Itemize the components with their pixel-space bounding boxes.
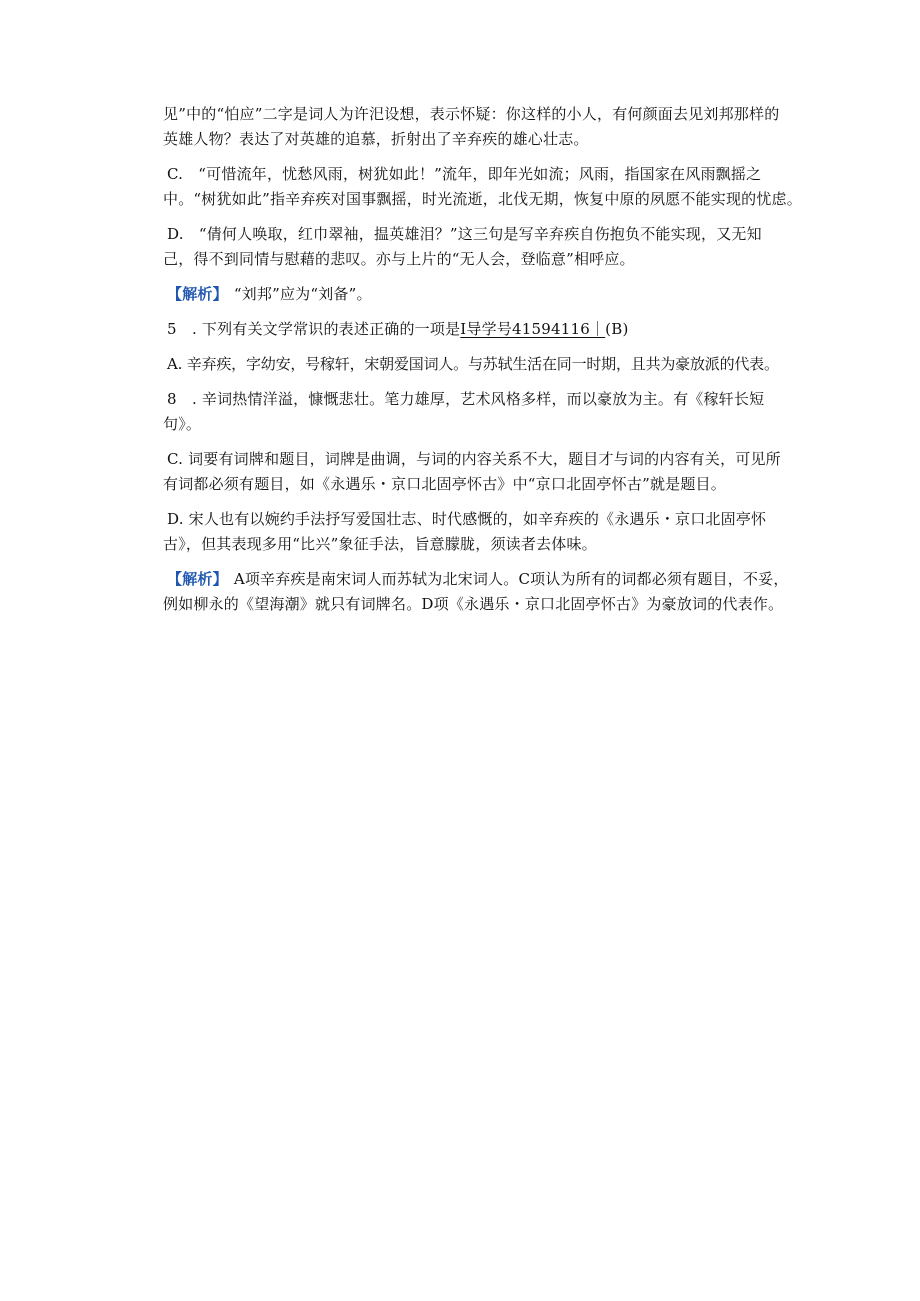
analysis-2: [163, 567, 795, 592]
option-a: A. 辛弃疾，字幼安，号稼轩，宋朝爱国词人。与苏轼生活在同一时期，且共为豪放派的代表。: [167, 355, 779, 373]
document-body: [163, 102, 802, 617]
analysis-1: [163, 282, 795, 307]
option-b-line1: 8 . 辛词热情洋溢，慷慨悲壮。笔力雄厚，艺术风格多样，而以豪放为主。有《稼轩长短: [167, 390, 765, 408]
question-5: [163, 317, 795, 342]
text-line: 英雄人物？表达了对英雄的追慕，折射出了辛弃疾的雄心壮志。: [163, 130, 589, 148]
option-b-line2: 句》。: [163, 415, 202, 433]
question-prefix: 5 . 下列有关文学常识的表述正确的一项是: [167, 320, 461, 338]
question-answer: (B): [605, 320, 629, 338]
analysis-text: “刘邦”应为“刘备”。: [233, 285, 372, 303]
analysis-text: A项辛弃疾是南宋词人而苏轼为北宋词人。C项认为所有的词都必须有题目，不妥，: [233, 570, 789, 588]
option-c-line: C. “可惜流年，忧愁风雨，树犹如此！”流年，即年光如流；风雨，指国家在风雨飘摇之: [167, 165, 762, 183]
analysis-label: 【解析】: [167, 570, 228, 588]
analysis-2-line2: 例如柳永的《望海潮》就只有词牌名。D项《永遇乐・京口北固亭怀古》为豪放词的代表作。: [163, 595, 784, 613]
option-c-line1: C. 词要有词牌和题目，词牌是曲调，与词的内容关系不大，题目才与词的内容有关，可见所: [167, 450, 781, 468]
option-d-line2: 古》，但其表现多用“比兴”象征手法，旨意朦胧，须读者去体味。: [163, 535, 597, 553]
text-line: 中。“树犹如此”指辛弃疾对国事飘摇，时光流逝，北伐无期，恢复中原的夙愿不能实现的忧虑。: [163, 190, 802, 208]
text-line: 见”中的“怕应”二字是词人为许汜设想，表示怀疑：你这样的小人，有何颜面去见刘邦那样的: [163, 105, 780, 123]
option-d-line: D. “倩何人唤取，红巾翠袖，揾英雄泪？”这三句是写辛弃疾自伤抱负不能实现，又无知: [167, 225, 762, 243]
question-id: I导学号41594116｜: [460, 320, 606, 338]
analysis-label: 【解析】: [167, 285, 228, 303]
text-line: 己，得不到同情与慰藉的悲叹。亦与上片的“无人会，登临意”相呼应。: [163, 250, 635, 268]
option-c-line2: 有词都必须有题目，如《永遇乐・京口北固亭怀古》中“京口北固亭怀古”就是题目。: [163, 475, 726, 493]
option-d-line1: D. 宋人也有以婉约手法抒写爱国壮志、时代感慨的，如辛弃疾的《永遇乐・京口北固亭怀: [167, 510, 767, 528]
